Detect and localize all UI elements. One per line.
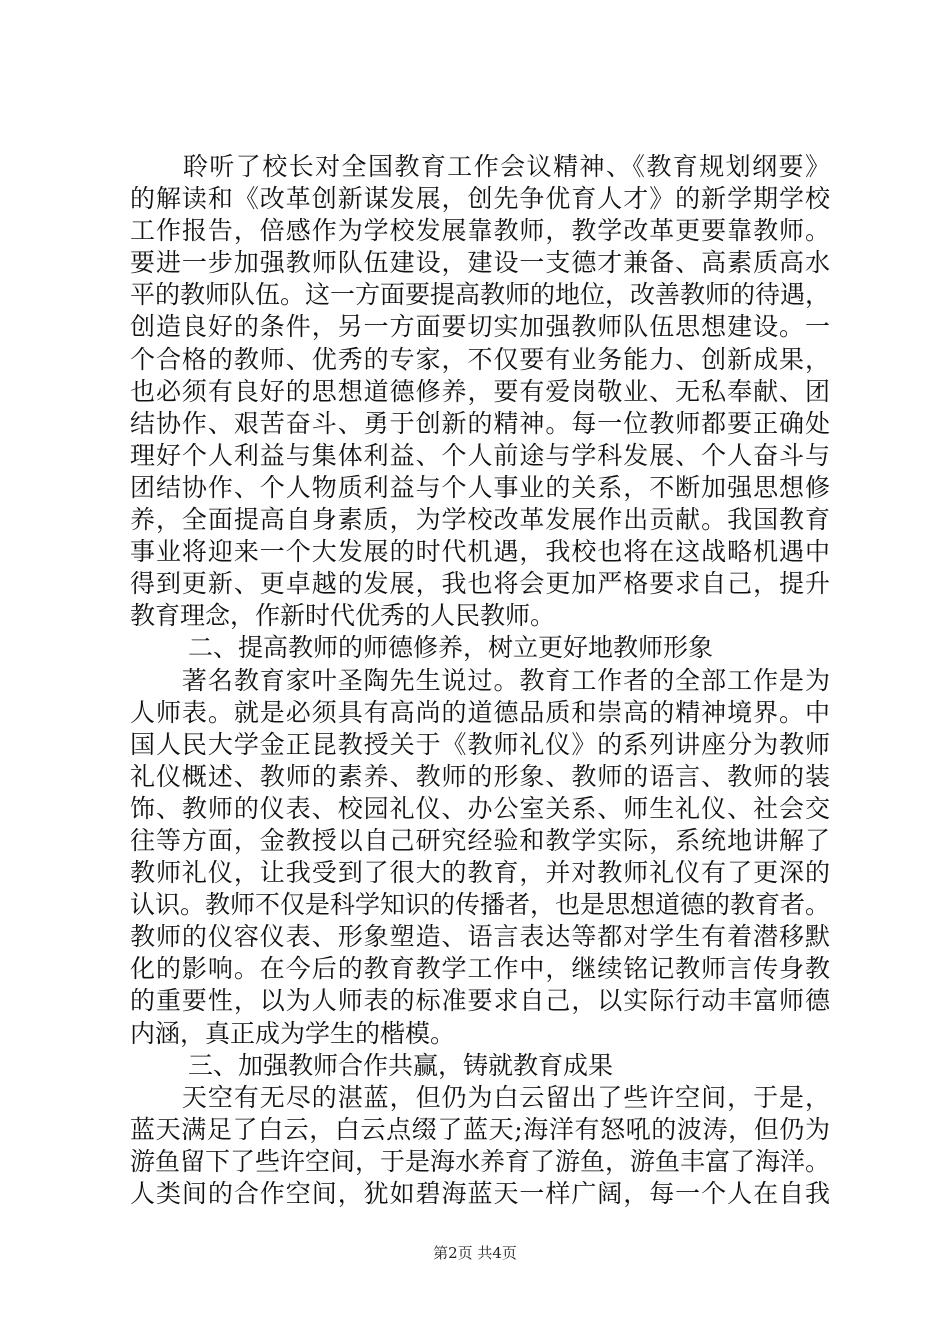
paragraph-line: 事业将迎来一个大发展的时代机遇，我校也将在这战略机遇中 xyxy=(130,537,830,567)
paragraph-line: 蓝天满足了白云，白云点缀了蓝天;海洋有怒吼的波涛，但仍为 xyxy=(130,1114,830,1144)
paragraph-line: 聆听了校长对全国教育工作会议精神、《教育规划纲要》 xyxy=(130,152,830,181)
paragraph-line: 往等方面，金教授以自己研究经验和教学实际，系统地讲解了 xyxy=(130,825,830,855)
paragraph-line: 得到更新、更卓越的发展，我也将会更加严格要求自己，提升 xyxy=(130,569,830,599)
paragraph-line: 团结协作、个人物质利益与个人事业的关系，不断加强思想修 xyxy=(130,472,830,502)
paragraph-line: 也必须有良好的思想道德修养，要有爱岗敬业、无私奉献、团 xyxy=(130,376,830,406)
paragraph-line: 创造良好的条件，另一方面要切实加强教师队伍思想建设。一 xyxy=(130,312,830,342)
paragraph-line: 教师的仪容仪表、形象塑造、语言表达等都对学生有着潜移默 xyxy=(130,922,830,952)
section-heading: 三、加强教师合作共赢，铸就教育成果 xyxy=(188,1050,614,1080)
paragraph-line: 游鱼留下了些许空间，于是海水养育了游鱼，游鱼丰富了海洋。 xyxy=(130,1146,830,1176)
paragraph-line: 平的教师队伍。这一方面要提高教师的地位，改善教师的待遇， xyxy=(130,280,830,310)
paragraph-line: 礼仪概述、教师的素养、教师的形象、教师的语言、教师的装 xyxy=(130,761,830,791)
paragraph-line: 天空有无尽的湛蓝，但仍为白云留出了些许空间，于是， xyxy=(130,1082,830,1112)
paragraph-line: 饰、教师的仪表、校园礼仪、办公室关系、师生礼仪、社会交 xyxy=(130,793,830,823)
document-body xyxy=(130,151,830,1210)
paragraph-line: 养，全面提高自身素质，为学校改革发展作出贡献。我国教育 xyxy=(130,505,830,535)
paragraph-line: 教育理念，作新时代优秀的人民教师。 xyxy=(130,601,556,631)
paragraph-line: 人类间的合作空间，犹如碧海蓝天一样广阔，每一个人在自我 xyxy=(130,1179,830,1208)
paragraph-line: 国人民大学金正昆教授关于《教师礼仪》的系列讲座分为教师 xyxy=(130,729,830,759)
paragraph-line: 教师礼仪，让我受到了很大的教育，并对教师礼仪有了更深的 xyxy=(130,858,830,888)
paragraph-line: 要进一步加强教师队伍建设，建设一支德才兼备、高素质高水 xyxy=(130,248,830,278)
paragraph-line: 著名教育家叶圣陶先生说过。教育工作者的全部工作是为 xyxy=(130,665,830,695)
paragraph-line: 个合格的教师、优秀的专家，不仅要有业务能力、创新成果， xyxy=(130,344,830,374)
paragraph-line: 理好个人利益与集体利益、个人前途与学科发展、个人奋斗与 xyxy=(130,440,830,470)
paragraph-line: 的解读和《改革创新谋发展，创先争优育人才》的新学期学校 xyxy=(130,184,830,214)
paragraph-line: 的重要性，以为人师表的标准要求自己，以实际行动丰富师德 xyxy=(130,986,830,1016)
paragraph-line: 化的影响。在今后的教育教学工作中，继续铭记教师言传身教 xyxy=(130,954,830,984)
paragraph-line: 工作报告，倍感作为学校发展靠教师，教学改革更要靠教师。 xyxy=(130,216,830,246)
paragraph-line: 结协作、艰苦奋斗、勇于创新的精神。每一位教师都要正确处 xyxy=(130,408,830,438)
paragraph-line: 内涵，真正成为学生的楷模。 xyxy=(130,1018,456,1048)
paragraph-line: 认识。教师不仅是科学知识的传播者，也是思想道德的教育者。 xyxy=(130,890,830,920)
paragraph-line: 人师表。就是必须具有高尚的道德品质和崇高的精神境界。中 xyxy=(130,697,830,727)
section-heading: 二、提高教师的师德修养，树立更好地教师形象 xyxy=(188,633,714,663)
page-footer: 第2页 共4页 xyxy=(433,1244,517,1262)
